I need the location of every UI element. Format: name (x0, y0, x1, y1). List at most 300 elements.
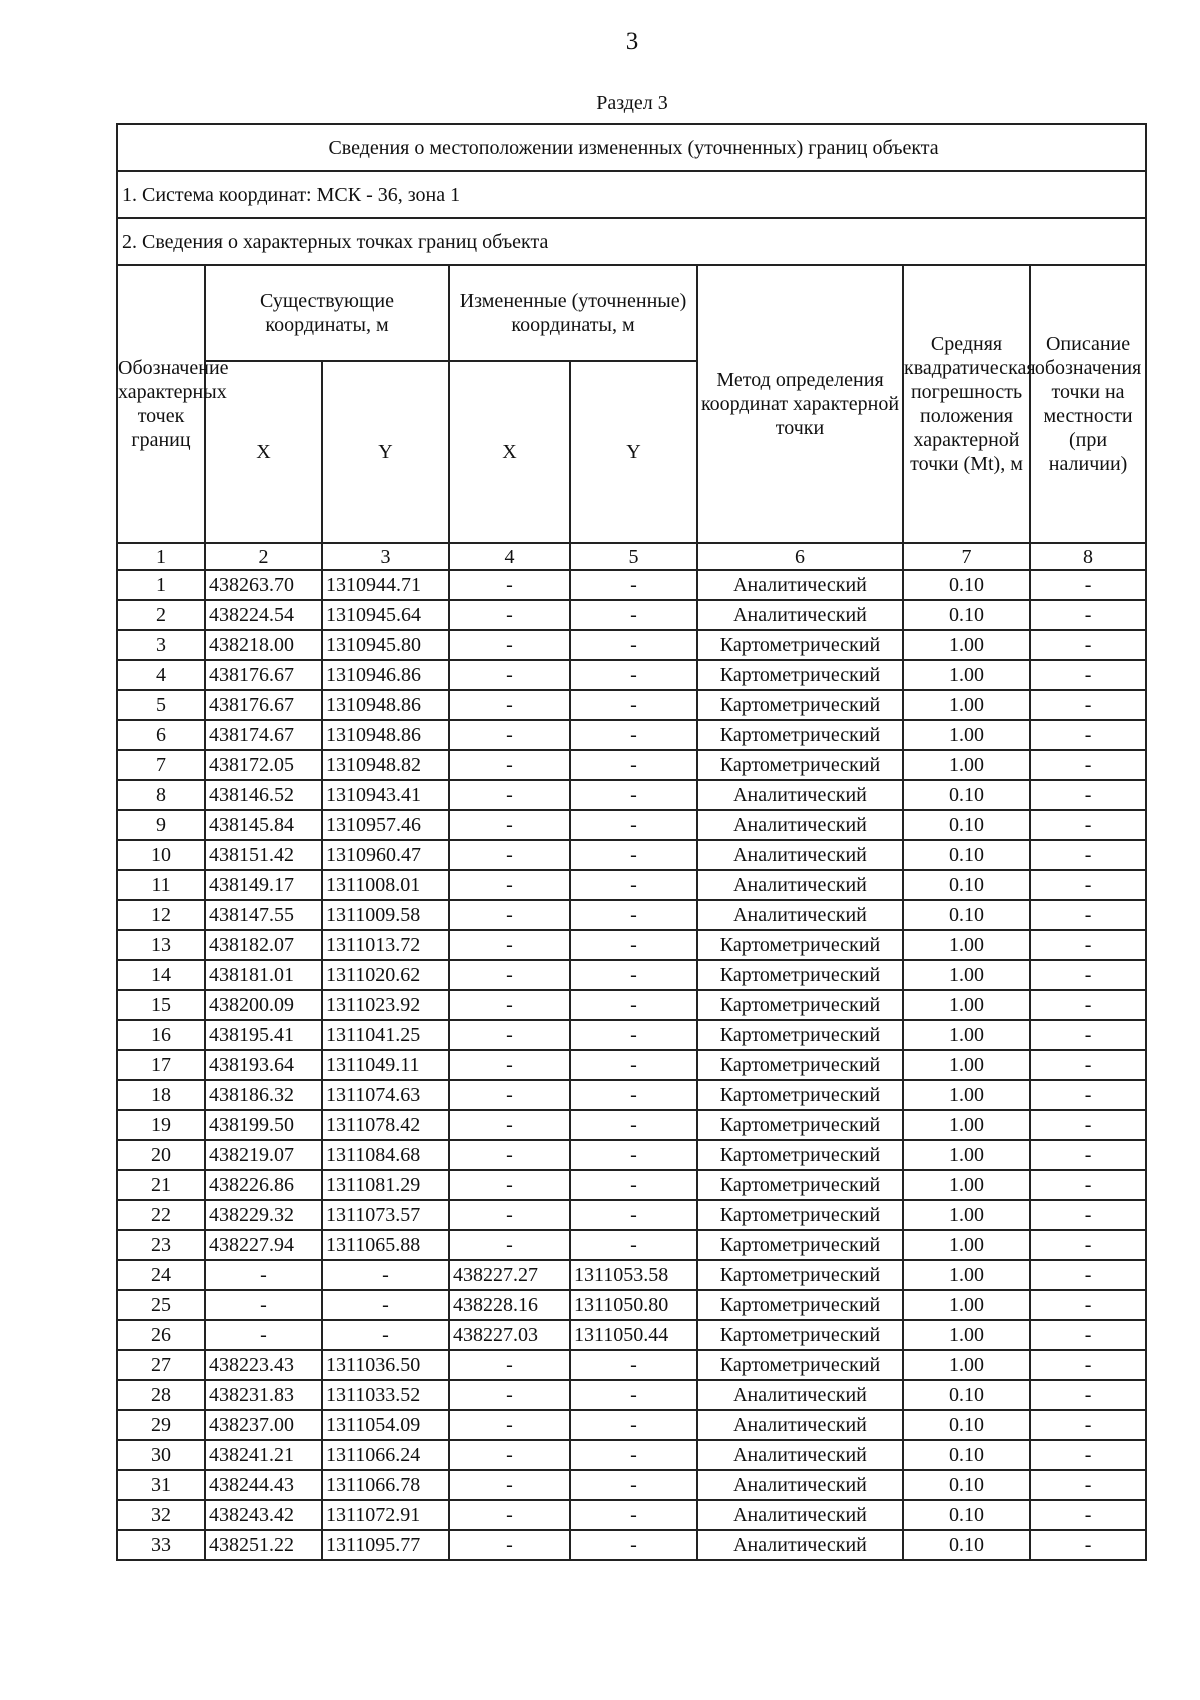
method-cell: Картометрический (697, 990, 903, 1020)
point-id-cell: 14 (117, 960, 205, 990)
changed-x-cell: - (449, 900, 570, 930)
table-row (117, 1140, 1146, 1170)
method-cell: Картометрический (697, 1200, 903, 1230)
mean-error-cell: 0.10 (903, 1380, 1030, 1410)
mean-error-cell: 0.10 (903, 1440, 1030, 1470)
point-description-cell: - (1030, 1470, 1146, 1500)
changed-x-cell: - (449, 1470, 570, 1500)
table-row (117, 1170, 1146, 1200)
point-id-cell: 2 (117, 600, 205, 630)
point-description-cell: - (1030, 1500, 1146, 1530)
method-cell: Картометрический (697, 1140, 903, 1170)
changed-x-cell: - (449, 1530, 570, 1560)
point-id-cell: 9 (117, 810, 205, 840)
point-id-cell: 26 (117, 1320, 205, 1350)
existing-x-cell: 438199.50 (205, 1110, 322, 1140)
changed-x-cell: - (449, 1200, 570, 1230)
mean-error-cell: 1.00 (903, 1140, 1030, 1170)
changed-x-cell: - (449, 600, 570, 630)
changed-y-cell: - (570, 810, 697, 840)
table-row (117, 570, 1146, 600)
table-row (117, 1440, 1146, 1470)
table-row (117, 1020, 1146, 1050)
table-row (117, 660, 1146, 690)
changed-y-cell: 1311050.44 (570, 1320, 697, 1350)
method-cell: Картометрический (697, 1320, 903, 1350)
table-row (117, 1350, 1146, 1380)
existing-x-cell: 438174.67 (205, 720, 322, 750)
changed-x-cell: - (449, 690, 570, 720)
point-id-cell: 20 (117, 1140, 205, 1170)
points-caption: 2. Сведения о характерных точках границ объекта (117, 218, 1146, 265)
point-id-cell: 33 (117, 1530, 205, 1560)
point-description-cell: - (1030, 570, 1146, 600)
changed-y-cell: - (570, 1530, 697, 1560)
table-row (117, 750, 1146, 780)
method-cell: Аналитический (697, 780, 903, 810)
existing-y-cell: 1310946.86 (322, 660, 449, 690)
point-id-cell: 19 (117, 1110, 205, 1140)
method-cell: Аналитический (697, 1380, 903, 1410)
changed-x-cell: - (449, 1230, 570, 1260)
mean-error-cell: 1.00 (903, 690, 1030, 720)
existing-y-cell: - (322, 1320, 449, 1350)
point-description-cell: - (1030, 720, 1146, 750)
changed-x-cell: - (449, 1050, 570, 1080)
existing-y-cell: 1311065.88 (322, 1230, 449, 1260)
mean-error-cell: 0.10 (903, 810, 1030, 840)
point-description-cell: - (1030, 960, 1146, 990)
existing-x-cell: 438176.67 (205, 660, 322, 690)
existing-y-cell: 1310948.82 (322, 750, 449, 780)
existing-y-cell: 1310945.80 (322, 630, 449, 660)
existing-x-cell: 438237.00 (205, 1410, 322, 1440)
changed-y-cell: - (570, 1050, 697, 1080)
column-number-row (117, 543, 1146, 570)
point-description-cell: - (1030, 1170, 1146, 1200)
existing-x-cell: 438223.43 (205, 1350, 322, 1380)
point-description-cell: - (1030, 1320, 1146, 1350)
existing-y-cell: 1311041.25 (322, 1020, 449, 1050)
mean-error-cell: 0.10 (903, 600, 1030, 630)
mean-error-cell: 1.00 (903, 990, 1030, 1020)
changed-x-cell: - (449, 1110, 570, 1140)
table-row (117, 1320, 1146, 1350)
header-changed-y: Y (570, 361, 697, 543)
existing-y-cell: 1310943.41 (322, 780, 449, 810)
existing-x-cell: 438229.32 (205, 1200, 322, 1230)
changed-x-cell: - (449, 1410, 570, 1440)
existing-y-cell: 1311036.50 (322, 1350, 449, 1380)
table-title: Сведения о местоположении измененных (уточненных) границ объекта (117, 124, 1146, 171)
existing-x-cell: - (205, 1320, 322, 1350)
existing-y-cell: 1310944.71 (322, 570, 449, 600)
table-row (117, 1500, 1146, 1530)
existing-y-cell: 1310948.86 (322, 690, 449, 720)
table-row (117, 840, 1146, 870)
point-description-cell: - (1030, 630, 1146, 660)
changed-y-cell: - (570, 1140, 697, 1170)
header-existing-y: Y (322, 361, 449, 543)
changed-x-cell: - (449, 780, 570, 810)
method-cell: Картометрический (697, 1020, 903, 1050)
changed-x-cell: 438227.27 (449, 1260, 570, 1290)
point-id-cell: 17 (117, 1050, 205, 1080)
point-description-cell: - (1030, 1200, 1146, 1230)
existing-y-cell: 1311066.78 (322, 1470, 449, 1500)
existing-x-cell: 438231.83 (205, 1380, 322, 1410)
changed-y-cell: - (570, 630, 697, 660)
existing-x-cell: - (205, 1290, 322, 1320)
existing-x-cell: 438263.70 (205, 570, 322, 600)
changed-x-cell: - (449, 1020, 570, 1050)
mean-error-cell: 0.10 (903, 840, 1030, 870)
mean-error-cell: 0.10 (903, 1410, 1030, 1440)
changed-x-cell: - (449, 960, 570, 990)
point-description-cell: - (1030, 1260, 1146, 1290)
existing-x-cell: 438147.55 (205, 900, 322, 930)
changed-x-cell: - (449, 1170, 570, 1200)
changed-x-cell: - (449, 1500, 570, 1530)
point-description-cell: - (1030, 1020, 1146, 1050)
mean-error-cell: 0.10 (903, 1500, 1030, 1530)
existing-y-cell: 1311008.01 (322, 870, 449, 900)
mean-error-cell: 1.00 (903, 1320, 1030, 1350)
changed-x-cell: - (449, 750, 570, 780)
method-cell: Аналитический (697, 1500, 903, 1530)
header-description: Описание обозначения точки на местности (при наличии) (1030, 265, 1146, 543)
point-description-cell: - (1030, 990, 1146, 1020)
table-row (117, 1110, 1146, 1140)
method-cell: Аналитический (697, 810, 903, 840)
point-id-cell: 5 (117, 690, 205, 720)
existing-x-cell: 438195.41 (205, 1020, 322, 1050)
changed-y-cell: - (570, 900, 697, 930)
existing-x-cell: 438151.42 (205, 840, 322, 870)
changed-y-cell: - (570, 870, 697, 900)
mean-error-cell: 1.00 (903, 1170, 1030, 1200)
existing-y-cell: - (322, 1260, 449, 1290)
header-existing-coords: Существующие координаты, м (205, 265, 449, 361)
existing-y-cell: - (322, 1290, 449, 1320)
method-cell: Аналитический (697, 570, 903, 600)
changed-x-cell: - (449, 1140, 570, 1170)
existing-x-cell: 438200.09 (205, 990, 322, 1020)
point-description-cell: - (1030, 1140, 1146, 1170)
changed-y-cell: - (570, 720, 697, 750)
table-row (117, 930, 1146, 960)
changed-y-cell: - (570, 660, 697, 690)
table-row (117, 900, 1146, 930)
mean-error-cell: 1.00 (903, 1080, 1030, 1110)
mean-error-cell: 1.00 (903, 660, 1030, 690)
column-number: 6 (697, 543, 903, 570)
point-id-cell: 6 (117, 720, 205, 750)
table-row (117, 810, 1146, 840)
existing-y-cell: 1311054.09 (322, 1410, 449, 1440)
existing-y-cell: 1311009.58 (322, 900, 449, 930)
mean-error-cell: 1.00 (903, 1260, 1030, 1290)
table-row (117, 1080, 1146, 1110)
mean-error-cell: 1.00 (903, 750, 1030, 780)
table-row (117, 1410, 1146, 1440)
header-error: Средняя квадратическая погрешность положения характерной точки (Mt), м (903, 265, 1030, 543)
point-description-cell: - (1030, 1080, 1146, 1110)
changed-x-cell: 438227.03 (449, 1320, 570, 1350)
column-number: 2 (205, 543, 322, 570)
changed-x-cell: - (449, 720, 570, 750)
point-id-cell: 31 (117, 1470, 205, 1500)
point-description-cell: - (1030, 1380, 1146, 1410)
point-id-cell: 27 (117, 1350, 205, 1380)
point-id-cell: 30 (117, 1440, 205, 1470)
table-row (117, 1050, 1146, 1080)
existing-x-cell: - (205, 1260, 322, 1290)
changed-y-cell: - (570, 1350, 697, 1380)
changed-y-cell: 1311053.58 (570, 1260, 697, 1290)
point-id-cell: 4 (117, 660, 205, 690)
point-description-cell: - (1030, 840, 1146, 870)
section-title: Раздел 3 (596, 92, 668, 114)
mean-error-cell: 1.00 (903, 1050, 1030, 1080)
existing-x-cell: 438182.07 (205, 930, 322, 960)
existing-y-cell: 1311072.91 (322, 1500, 449, 1530)
point-description-cell: - (1030, 600, 1146, 630)
method-cell: Аналитический (697, 1440, 903, 1470)
method-cell: Аналитический (697, 840, 903, 870)
changed-y-cell: - (570, 570, 697, 600)
point-description-cell: - (1030, 1440, 1146, 1470)
table-row (117, 960, 1146, 990)
point-description-cell: - (1030, 1350, 1146, 1380)
changed-y-cell: - (570, 1110, 697, 1140)
existing-x-cell: 438241.21 (205, 1440, 322, 1470)
mean-error-cell: 1.00 (903, 1230, 1030, 1260)
changed-y-cell: - (570, 780, 697, 810)
point-description-cell: - (1030, 690, 1146, 720)
existing-x-cell: 438219.07 (205, 1140, 322, 1170)
existing-y-cell: 1311023.92 (322, 990, 449, 1020)
existing-y-cell: 1311095.77 (322, 1530, 449, 1560)
method-cell: Аналитический (697, 870, 903, 900)
point-description-cell: - (1030, 1110, 1146, 1140)
method-cell: Картометрический (697, 1110, 903, 1140)
mean-error-cell: 1.00 (903, 1020, 1030, 1050)
changed-x-cell: - (449, 1380, 570, 1410)
mean-error-cell: 0.10 (903, 1470, 1030, 1500)
mean-error-cell: 0.10 (903, 870, 1030, 900)
table-row (117, 990, 1146, 1020)
existing-x-cell: 438146.52 (205, 780, 322, 810)
point-id-cell: 29 (117, 1410, 205, 1440)
point-description-cell: - (1030, 1410, 1146, 1440)
existing-y-cell: 1310945.64 (322, 600, 449, 630)
existing-y-cell: 1311033.52 (322, 1380, 449, 1410)
existing-y-cell: 1310948.86 (322, 720, 449, 750)
existing-x-cell: 438145.84 (205, 810, 322, 840)
existing-x-cell: 438218.00 (205, 630, 322, 660)
changed-y-cell: - (570, 990, 697, 1020)
header-method: Метод определения координат характерной точки (697, 265, 903, 543)
coord-system: 1. Система координат: МСК - 36, зона 1 (117, 171, 1146, 218)
point-id-cell: 7 (117, 750, 205, 780)
existing-x-cell: 438172.05 (205, 750, 322, 780)
changed-x-cell: - (449, 930, 570, 960)
changed-y-cell: - (570, 1230, 697, 1260)
changed-y-cell: - (570, 1080, 697, 1110)
point-description-cell: - (1030, 1230, 1146, 1260)
existing-x-cell: 438176.67 (205, 690, 322, 720)
mean-error-cell: 1.00 (903, 1290, 1030, 1320)
mean-error-cell: 0.10 (903, 1530, 1030, 1560)
mean-error-cell: 0.10 (903, 900, 1030, 930)
point-id-cell: 13 (117, 930, 205, 960)
column-number: 5 (570, 543, 697, 570)
existing-y-cell: 1311084.68 (322, 1140, 449, 1170)
column-number: 4 (449, 543, 570, 570)
point-id-cell: 24 (117, 1260, 205, 1290)
point-id-cell: 16 (117, 1020, 205, 1050)
method-cell: Картометрический (697, 1230, 903, 1260)
point-id-cell: 21 (117, 1170, 205, 1200)
mean-error-cell: 1.00 (903, 1200, 1030, 1230)
boundary-points-table (116, 123, 1147, 1561)
table-row (117, 1200, 1146, 1230)
header-designation: Обозначение характерных точек границ (117, 265, 205, 543)
changed-x-cell: - (449, 810, 570, 840)
changed-y-cell: - (570, 840, 697, 870)
point-id-cell: 10 (117, 840, 205, 870)
point-id-cell: 11 (117, 870, 205, 900)
table-row (117, 690, 1146, 720)
changed-x-cell: - (449, 1080, 570, 1110)
column-number: 3 (322, 543, 449, 570)
changed-y-cell: - (570, 930, 697, 960)
existing-x-cell: 438193.64 (205, 1050, 322, 1080)
mean-error-cell: 0.10 (903, 570, 1030, 600)
method-cell: Картометрический (697, 930, 903, 960)
method-cell: Картометрический (697, 1290, 903, 1320)
point-description-cell: - (1030, 780, 1146, 810)
changed-y-cell: 1311050.80 (570, 1290, 697, 1320)
table-row (117, 1230, 1146, 1260)
table-row (117, 780, 1146, 810)
changed-y-cell: - (570, 690, 697, 720)
table-row (117, 1290, 1146, 1320)
mean-error-cell: 1.00 (903, 930, 1030, 960)
existing-x-cell: 438186.32 (205, 1080, 322, 1110)
method-cell: Аналитический (697, 1470, 903, 1500)
method-cell: Картометрический (697, 750, 903, 780)
changed-y-cell: - (570, 960, 697, 990)
changed-x-cell: - (449, 870, 570, 900)
column-number: 8 (1030, 543, 1146, 570)
table-row (117, 720, 1146, 750)
existing-x-cell: 438227.94 (205, 1230, 322, 1260)
method-cell: Картометрический (697, 1170, 903, 1200)
method-cell: Картометрический (697, 1080, 903, 1110)
header-changed-x: X (449, 361, 570, 543)
existing-x-cell: 438244.43 (205, 1470, 322, 1500)
header-changed-coords: Измененные (уточненные) координаты, м (449, 265, 697, 361)
method-cell: Аналитический (697, 600, 903, 630)
point-description-cell: - (1030, 1050, 1146, 1080)
changed-x-cell: - (449, 990, 570, 1020)
mean-error-cell: 1.00 (903, 720, 1030, 750)
changed-y-cell: - (570, 1020, 697, 1050)
mean-error-cell: 0.10 (903, 780, 1030, 810)
existing-y-cell: 1311073.57 (322, 1200, 449, 1230)
existing-x-cell: 438251.22 (205, 1530, 322, 1560)
existing-x-cell: 438181.01 (205, 960, 322, 990)
changed-y-cell: - (570, 750, 697, 780)
point-id-cell: 23 (117, 1230, 205, 1260)
column-number: 7 (903, 543, 1030, 570)
mean-error-cell: 1.00 (903, 960, 1030, 990)
point-description-cell: - (1030, 900, 1146, 930)
existing-x-cell: 438224.54 (205, 600, 322, 630)
changed-x-cell: 438228.16 (449, 1290, 570, 1320)
point-id-cell: 15 (117, 990, 205, 1020)
point-description-cell: - (1030, 810, 1146, 840)
point-description-cell: - (1030, 870, 1146, 900)
table-row (117, 600, 1146, 630)
page-number: 3 (625, 28, 639, 55)
changed-y-cell: - (570, 1380, 697, 1410)
changed-y-cell: - (570, 1470, 697, 1500)
changed-x-cell: - (449, 840, 570, 870)
table-row (117, 1530, 1146, 1560)
changed-y-cell: - (570, 1200, 697, 1230)
table-row (117, 1380, 1146, 1410)
changed-y-cell: - (570, 1440, 697, 1470)
mean-error-cell: 1.00 (903, 1350, 1030, 1380)
method-cell: Картометрический (697, 960, 903, 990)
point-description-cell: - (1030, 750, 1146, 780)
method-cell: Картометрический (697, 1050, 903, 1080)
table-row (117, 870, 1146, 900)
method-cell: Картометрический (697, 660, 903, 690)
mean-error-cell: 1.00 (903, 1110, 1030, 1140)
changed-x-cell: - (449, 1440, 570, 1470)
column-number: 1 (117, 543, 205, 570)
existing-y-cell: 1311020.62 (322, 960, 449, 990)
point-id-cell: 32 (117, 1500, 205, 1530)
changed-x-cell: - (449, 570, 570, 600)
existing-x-cell: 438149.17 (205, 870, 322, 900)
point-id-cell: 18 (117, 1080, 205, 1110)
changed-x-cell: - (449, 660, 570, 690)
method-cell: Аналитический (697, 1410, 903, 1440)
table-row (117, 1260, 1146, 1290)
point-id-cell: 12 (117, 900, 205, 930)
header-existing-x: X (205, 361, 322, 543)
existing-y-cell: 1311049.11 (322, 1050, 449, 1080)
changed-y-cell: - (570, 1500, 697, 1530)
mean-error-cell: 1.00 (903, 630, 1030, 660)
changed-y-cell: - (570, 1410, 697, 1440)
changed-x-cell: - (449, 1350, 570, 1380)
existing-y-cell: 1311013.72 (322, 930, 449, 960)
existing-y-cell: 1310957.46 (322, 810, 449, 840)
table-row (117, 630, 1146, 660)
point-id-cell: 1 (117, 570, 205, 600)
existing-y-cell: 1311081.29 (322, 1170, 449, 1200)
changed-y-cell: - (570, 600, 697, 630)
point-id-cell: 3 (117, 630, 205, 660)
point-description-cell: - (1030, 660, 1146, 690)
existing-y-cell: 1310960.47 (322, 840, 449, 870)
